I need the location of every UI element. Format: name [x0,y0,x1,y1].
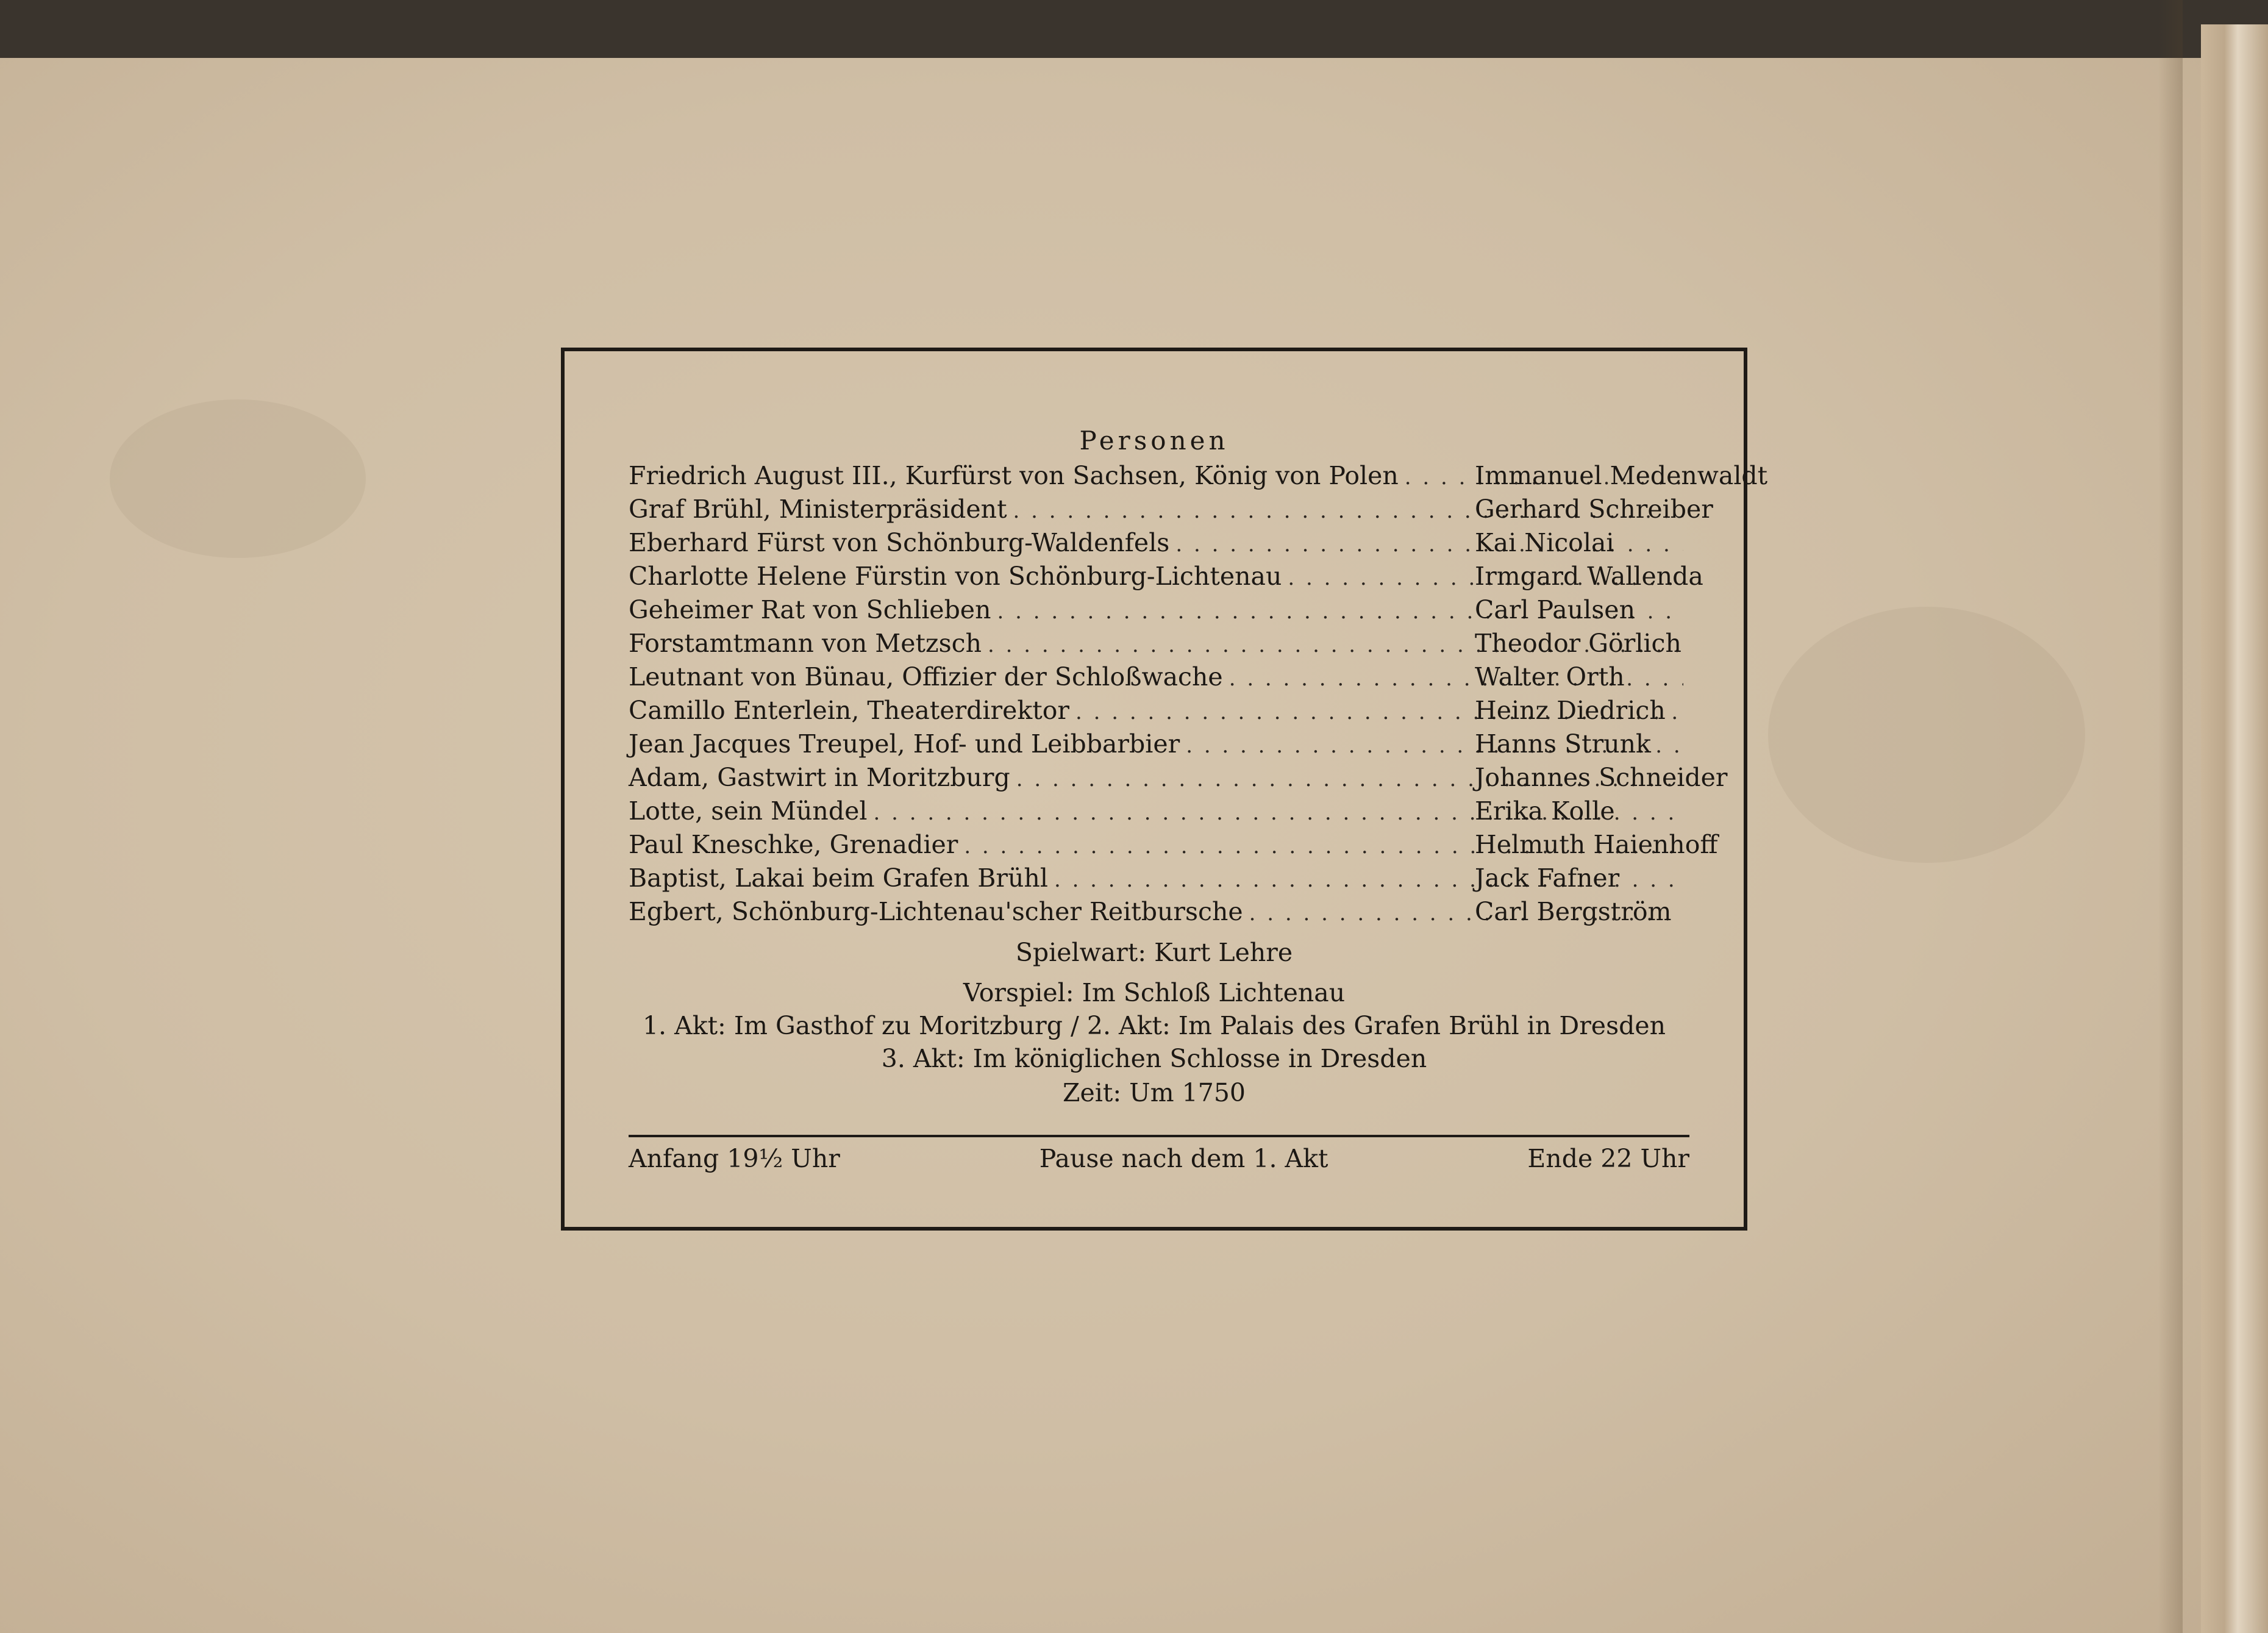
cast-actor: Kai Nicolai [1475,528,1614,557]
cast-actor: Irmgard Wallenda [1475,562,1703,591]
scan-background-top [0,0,2268,61]
cast-actor: Carl Bergström [1475,897,1672,926]
cast-row [629,830,1718,863]
cast-row [629,562,1703,595]
cast-row [629,729,1689,763]
cast-actor: Immanuel Medenwaldt [1475,461,1768,490]
cast-role: Geheimer Rat von Schlieben [629,595,991,624]
cast-row [629,763,1728,796]
cast-list-frame [561,348,1768,1231]
cast-role: Jean Jacques Treupel, Hof- und Leibbarbier [629,729,1180,759]
cast-actor: Theodor Görlich [1475,629,1681,658]
cast-role: Charlotte Helene Fürstin von Schönburg-Lichtenau [629,562,1282,591]
cast-actor: Walter Orth [1475,662,1625,691]
page-fold-shadow [2158,0,2183,1633]
footer-rule [629,1135,1689,1137]
cast-actor: Heinz Diedrich [1475,696,1666,725]
cast-role: Baptist, Lakai beim Grafen Brühl [629,863,1048,893]
cast-role: Graf Brühl, Ministerpräsident [629,495,1007,524]
cast-role: Eberhard Fürst von Schönburg-Waldenfels [629,528,1170,557]
paper-stain [1768,607,2085,863]
cast-row [629,863,1689,897]
cast-row [629,796,1689,830]
cast-row [629,662,1689,696]
start-time: Anfang 19½ Uhr [629,1144,840,1173]
prelude-line: Vorspiel: Im Schloß Lichtenau [963,978,1346,1007]
cast-role: Forstamtmann von Metzsch [629,629,982,658]
cast-row [629,495,1713,528]
cast-list [629,461,1768,931]
cast-role: Camillo Enterlein, Theaterdirektor [629,696,1070,725]
cast-role: Lotte, sein Mündel [629,796,868,826]
next-pages-edge [2201,24,2268,1633]
cast-role: Paul Kneschke, Grenadier [629,830,958,859]
cast-actor: Jack Fafner [1475,863,1620,893]
end-time: Ende 22 Uhr [1527,1144,1689,1173]
cast-actor: Erika Kolle [1475,796,1615,826]
cast-actor: Helmuth Haienhoff [1475,830,1718,859]
cast-row [629,595,1689,629]
period-line: Zeit: Um 1750 [1063,1078,1246,1107]
cast-role: Egbert, Schönburg-Lichtenau'scher Reitbursche [629,897,1243,926]
performance-times [629,1144,1689,1173]
cast-row [629,629,1689,662]
cast-row [629,528,1689,562]
acts-line: 1. Akt: Im Gasthof zu Moritzburg / 2. Akt: Im Palais des Grafen Brühl in Dresden [642,1011,1666,1040]
cast-actor: Carl Paulsen [1475,595,1635,624]
cast-row [629,897,1689,931]
cast-actor: Gerhard Schreiber [1475,495,1713,524]
cast-row [629,696,1689,729]
cast-heading: Personen [1079,426,1229,456]
cast-role: Leutnant von Bünau, Offizier der Schloßwache [629,662,1223,691]
cast-role: Adam, Gastwirt in Moritzburg [629,763,1010,792]
cast-role: Friedrich August III., Kurfürst von Sachsen, König von Polen [629,461,1399,490]
act-three-line: 3. Akt: Im königlichen Schlosse in Dresden [881,1044,1427,1073]
cast-actor: Hanns Strunk [1475,729,1651,759]
cast-row [629,461,1768,495]
stage-manager-line: Spielwart: Kurt Lehre [1015,938,1293,967]
intermission-note: Pause nach dem 1. Akt [1039,1144,1328,1173]
paper-stain [110,399,366,558]
cast-actor: Johannes Schneider [1475,763,1728,792]
